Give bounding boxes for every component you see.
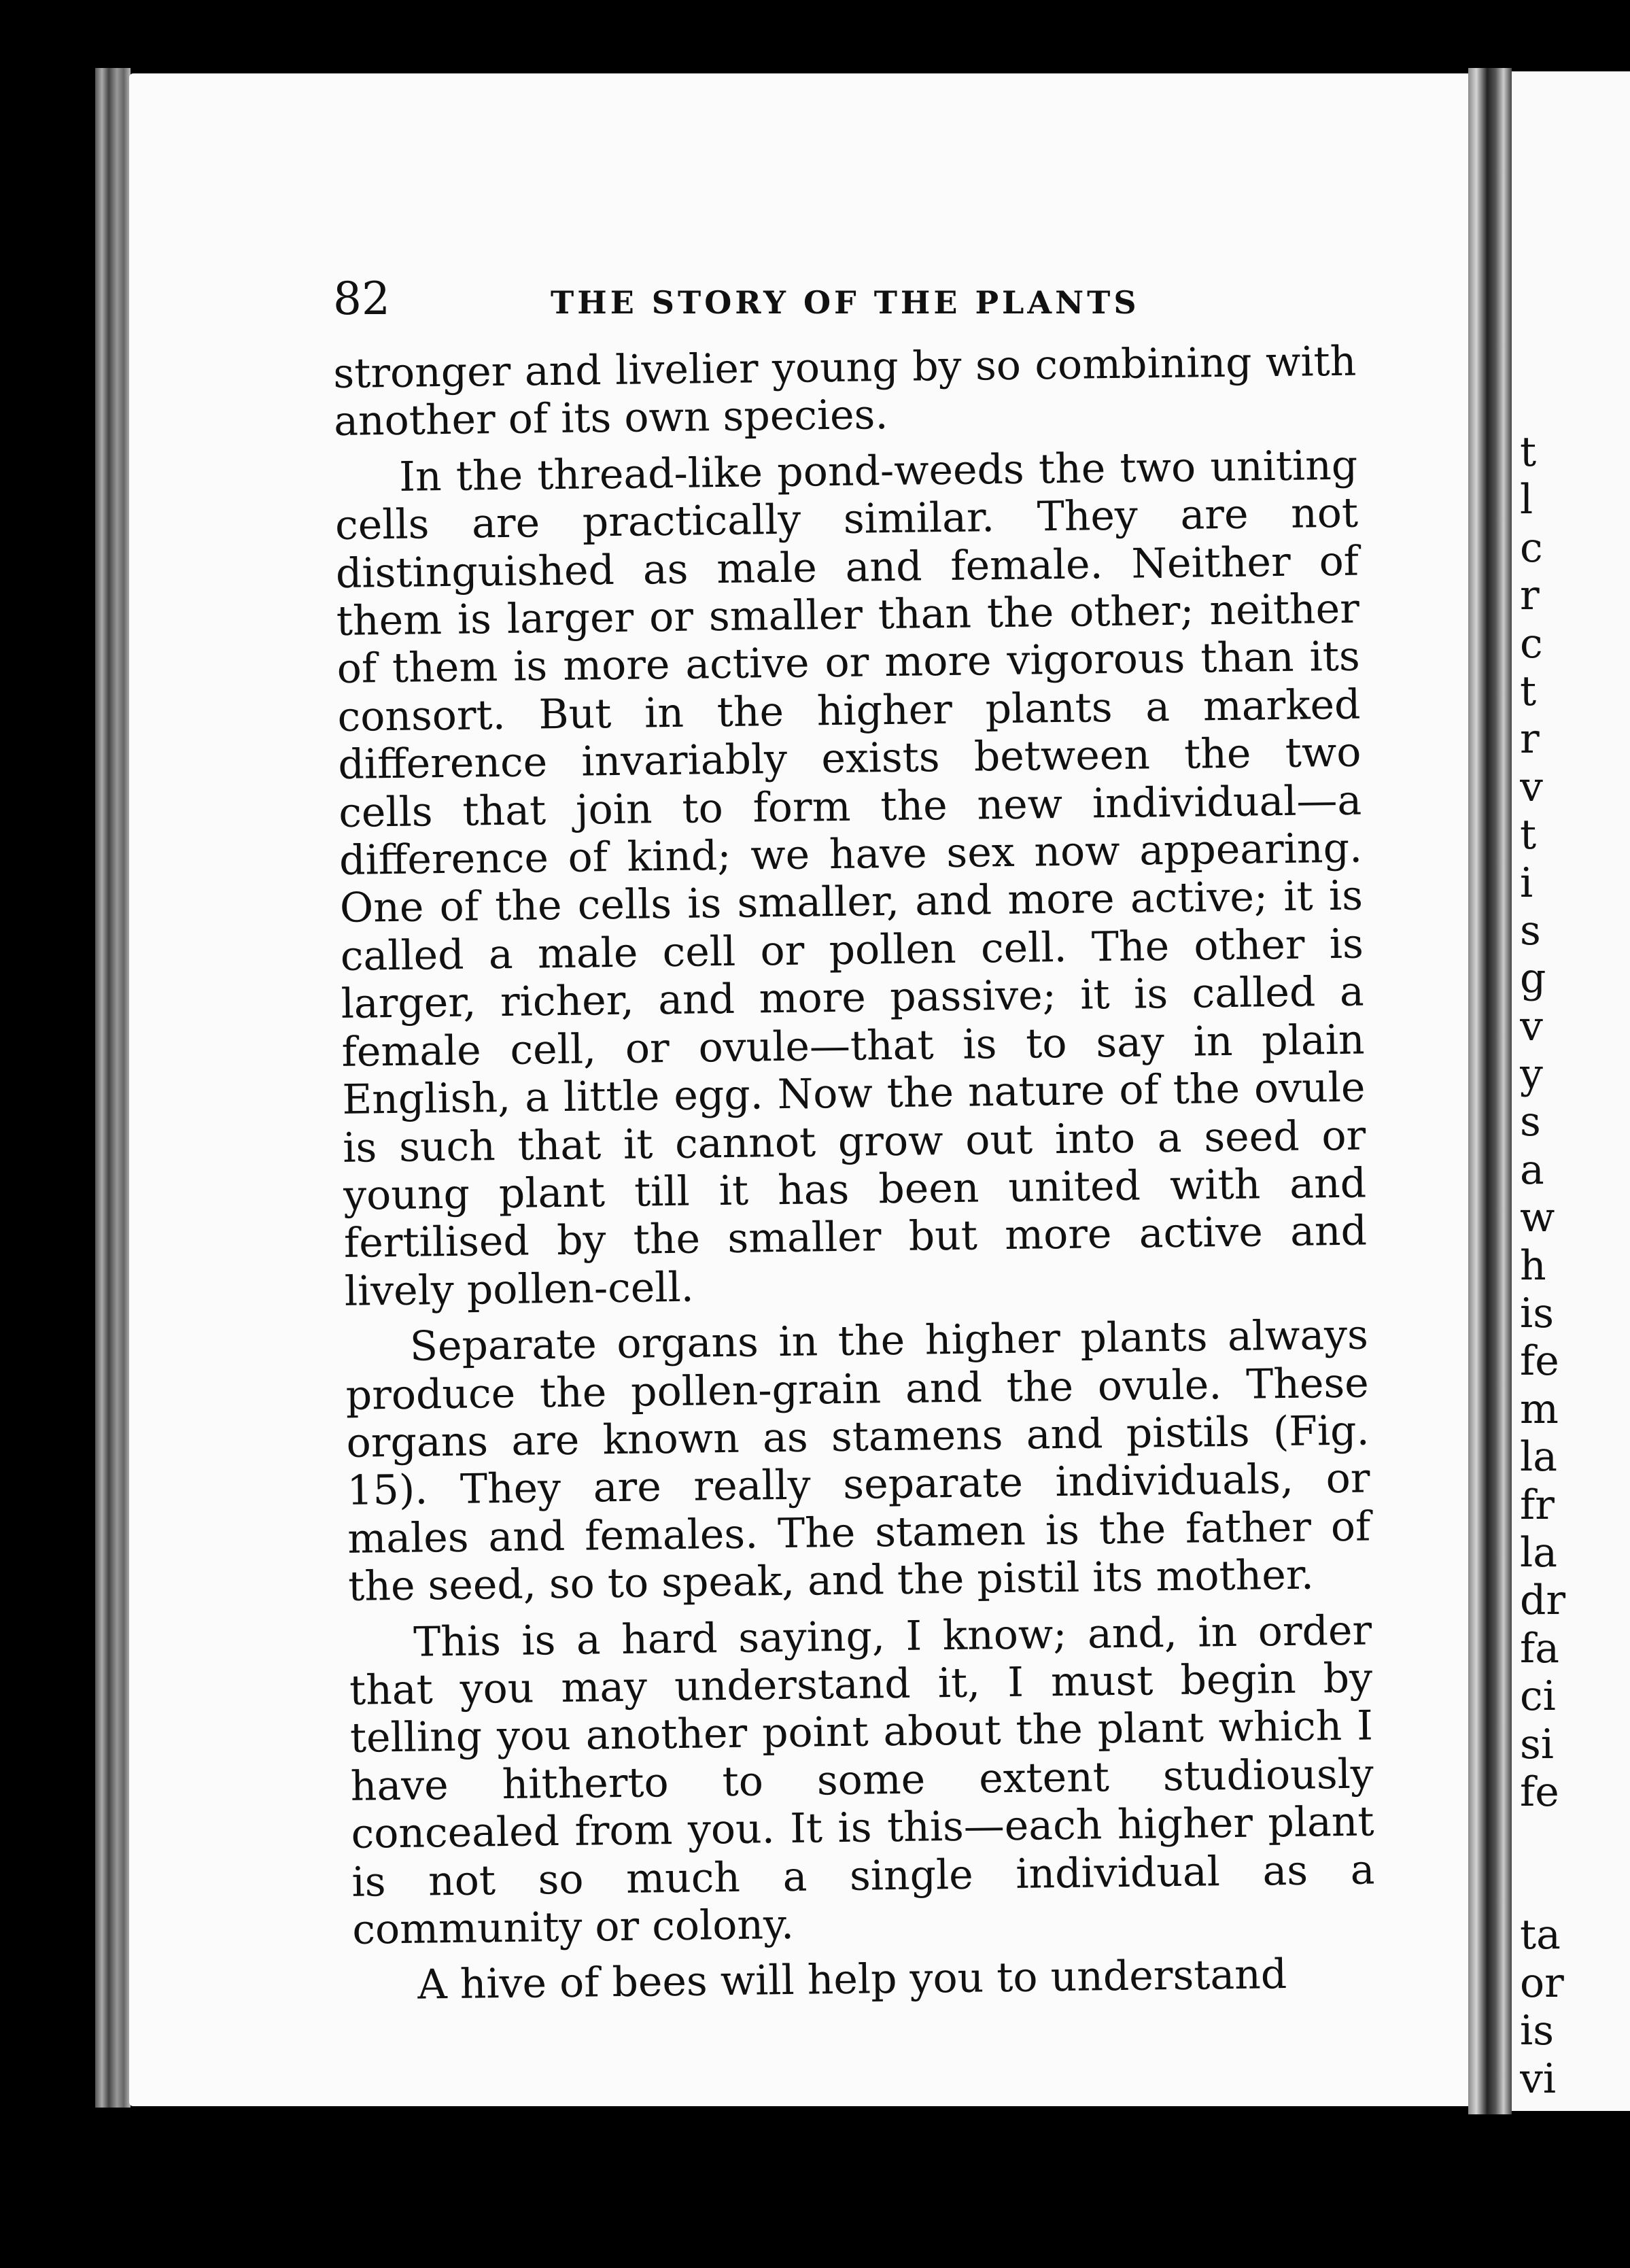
running-title: THE STORY OF THE PLANTS [551,284,1140,321]
facing-line-fragment: ci [1520,1672,1556,1721]
book-edge-left [95,68,131,2108]
facing-line-fragment: c [1520,619,1543,668]
facing-line-fragment: ta [1520,1911,1561,1959]
facing-line-fragment: v [1520,1002,1543,1050]
facing-line-fragment: fa [1520,1624,1559,1672]
facing-line-fragment: fe [1520,1768,1559,1816]
facing-line-fragment: w [1520,1194,1555,1242]
facing-line-fragment: v [1520,763,1543,811]
facing-line-fragment: vi [1520,2055,1557,2103]
facing-line-fragment: t [1520,667,1537,715]
facing-line-fragment: fr [1520,1481,1555,1529]
facing-line-fragment: r [1520,572,1540,620]
paragraph: stronger and livelier young by so combining with another of its own species. [333,337,1357,446]
facing-line-fragment: la [1520,1433,1557,1481]
facing-line-fragment: t [1520,428,1537,476]
facing-page-text-fragments [1520,428,1630,2103]
facing-line-fragment: s [1520,906,1541,955]
facing-line-fragment: g [1520,955,1546,1003]
facing-line-fragment: r [1520,715,1540,763]
facing-line-fragment: la [1520,1528,1557,1577]
facing-line-fragment: is [1520,1290,1554,1338]
paragraph: Separate organs in the higher plants always produce the pollen-grain and the ovule. These organs are known as stamens and pistils (Fig. 15). They are really separate individuals, or males and females. The stamen is the father of the seed, so to speak, and the pistil its mother. [345,1311,1371,1611]
facing-line-fragment: i [1520,859,1533,907]
facing-line-fragment: h [1520,1241,1546,1290]
facing-line-fragment: t [1520,811,1537,859]
facing-line-fragment: c [1520,523,1543,572]
facing-line-fragment: l [1520,476,1533,524]
facing-line-fragment: is [1520,2007,1554,2055]
facing-line-fragment [1520,1816,1630,1911]
facing-line-fragment: m [1520,1385,1559,1433]
facing-line-fragment: s [1520,1098,1541,1146]
paragraph: This is a hard saying, I know; and, in order that you may understand it, I must begin by telling you another point about the plant which I have hitherto to some extent studiously concealed from you. It is this—each higher plant is not so much a single individual as a community or colony. [349,1606,1375,1954]
facing-line-fragment: si [1520,1720,1554,1768]
paragraph: In the thread-like pond-weeds the two uniting cells are practically similar. They are not distinguished as male and female. Neither of them is larger or smaller than the other; neither of them is more active or more vigorous than its consort. But in the higher plants a marked difference invariably exists between the two cells that join to form the new individual—a difference of kind; we have sex now appearing. One of the cells is smaller, and more active; it is called a male cell or pollen cell. The other is larger, richer, and more passive; it is called a female cell, or ovule—that is to say in plain English, a little egg. Now the nature of the ovule is such that it cannot grow out into a seed or young plant till it has been united with and fertilised by the smaller but more active and lively pollen-cell. [334,441,1368,1316]
facing-line-fragment: dr [1520,1577,1566,1625]
facing-line-fragment: or [1520,1959,1564,2007]
book-gutter [1468,68,1512,2114]
facing-line-fragment: y [1520,1050,1543,1099]
facing-line-fragment: a [1520,1146,1544,1194]
body-text [333,338,1376,2018]
page-number: 82 [333,273,390,325]
page-header [333,275,1217,323]
facing-page-edge [1512,71,1630,2111]
paragraph: A hive of bees will help you to understand [417,1951,1287,2010]
facing-line-fragment: fe [1520,1337,1559,1386]
